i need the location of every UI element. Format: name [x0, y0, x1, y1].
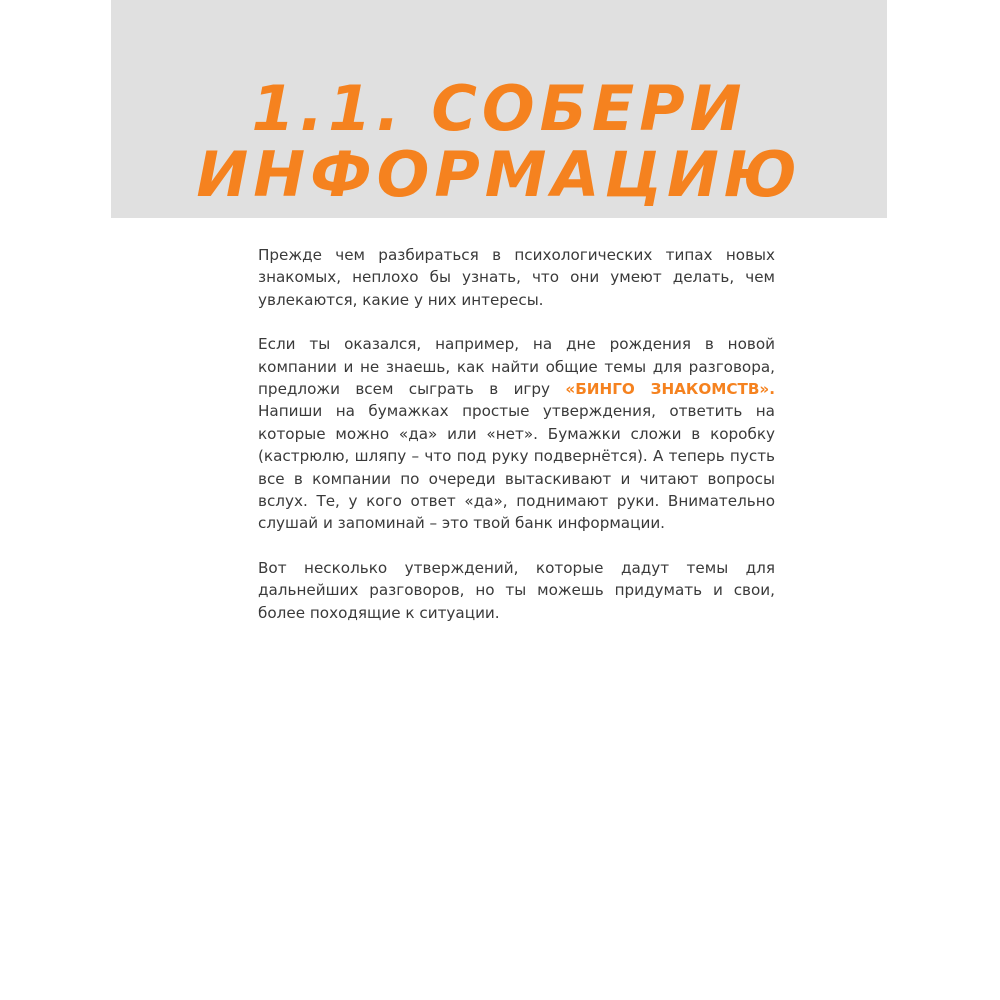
section-title: [111, 72, 887, 211]
paragraph-intro: Прежде чем разбираться в психологических типах новых знакомых, неплохо бы узнать, что они умеют делать, чем увлекаются, какие у них интересы.: [258, 246, 775, 309]
header-banner: [111, 0, 887, 218]
section-title-line-2: ИНФОРМАЦИЮ: [196, 138, 802, 211]
bingo-game-highlight: «БИНГО ЗНАКОМСТВ».: [565, 380, 776, 399]
body-text: [258, 244, 775, 646]
paragraph-statements: Вот несколько утверждений, которые дадут темы для дальнейших разговоров, но ты можешь придумать и свои, более походящие к ситуации.: [258, 558, 775, 622]
paragraph-bingo-text-before: Если ты оказался, например, на дне рождения в новой компании и не знаешь, как найти общие темы для разговора, предложи всем сыграть в игру: [258, 335, 775, 399]
section-title-line-1: 1.1. СОБЕРИ: [251, 72, 747, 145]
paragraph-bingo-text-after: Напиши на бумажках простые утверждения, ответить на которые можно «да» или «нет». Бумажки сложи в коробку (кастрюлю, шляпу – что под руку подвернётся). А теперь пусть все в компании по очереди вытаскивают и читают вопросы вслух. Те, у кого ответ «да», поднимают руки. Внимательно слушай и запоминай – это твой банк информации.: [258, 402, 775, 533]
paragraph-bingo: [258, 333, 775, 535]
